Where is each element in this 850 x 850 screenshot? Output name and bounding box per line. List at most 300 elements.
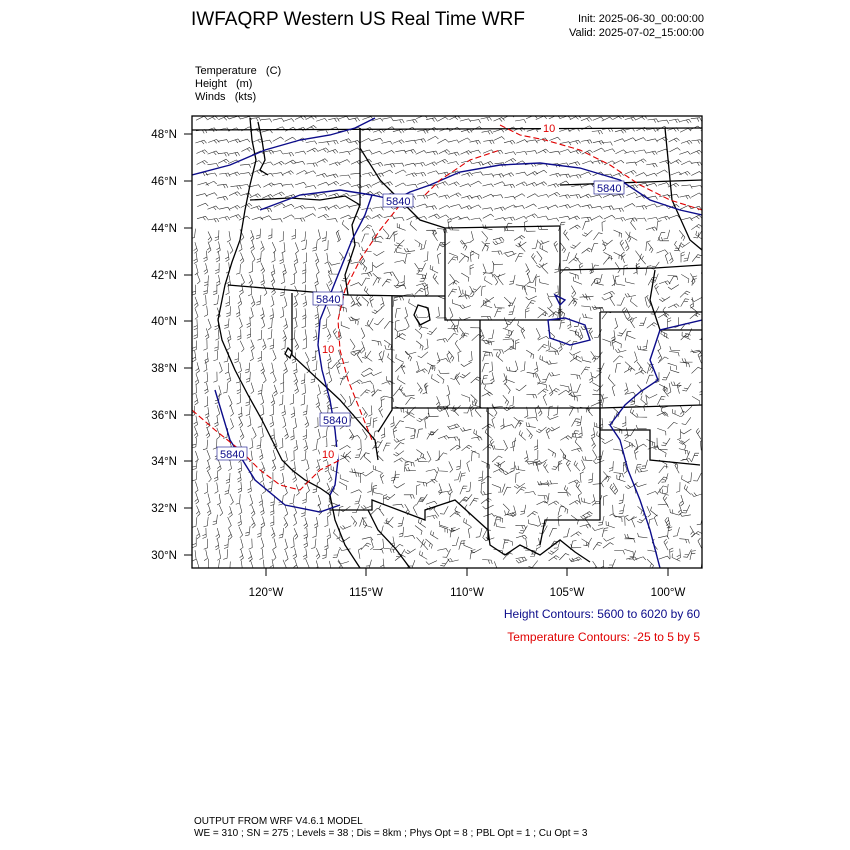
- wind-barb: [427, 451, 431, 462]
- wind-barb: [239, 139, 250, 142]
- wind-barb: [395, 183, 406, 187]
- wind-barb: [542, 264, 548, 274]
- wind-barb: [301, 231, 306, 241]
- wind-barb: [703, 284, 710, 293]
- wind-barb: [506, 376, 514, 383]
- wind-barb: [304, 440, 308, 451]
- wind-barb: [613, 340, 621, 348]
- wind-barb: [237, 471, 241, 482]
- wind-barb: [251, 206, 262, 210]
- wind-barb: [197, 273, 200, 284]
- height-contour-line: [610, 320, 702, 568]
- wind-barb: [371, 372, 382, 376]
- wind-barb: [449, 461, 453, 472]
- wind-barb: [507, 367, 517, 372]
- wind-barb: [578, 427, 582, 438]
- wind-barb: [624, 383, 628, 394]
- wind-barb: [372, 138, 383, 141]
- wind-barb: [425, 418, 429, 429]
- wind-barb: [251, 505, 255, 516]
- wind-barb: [393, 475, 400, 484]
- wind-barb: [647, 491, 658, 494]
- wind-barb: [575, 438, 581, 448]
- wind-barb: [203, 440, 208, 450]
- wind-barb: [256, 229, 261, 239]
- wind-barb: [692, 255, 702, 262]
- wind-barb: [458, 351, 462, 362]
- wind-barb: [559, 195, 570, 199]
- wind-barb: [294, 161, 305, 164]
- wind-barb: [263, 285, 267, 296]
- wind-barb: [483, 301, 492, 308]
- wind-barb: [569, 408, 577, 416]
- wind-barb: [623, 307, 627, 318]
- wind-barb: [608, 559, 615, 567]
- wind-barb: [495, 309, 502, 317]
- wind-barb: [591, 206, 602, 209]
- wind-barb: [669, 276, 678, 284]
- wind-barb: [602, 476, 612, 483]
- wind-barb: [576, 482, 582, 493]
- wind-barb: [450, 193, 461, 197]
- wind-barb: [273, 372, 277, 383]
- wind-barb: [400, 275, 404, 285]
- wind-barb: [703, 395, 710, 404]
- wind-barb: [548, 449, 556, 458]
- wind-barb: [536, 182, 547, 186]
- wind-barb: [571, 448, 582, 452]
- wind-barb: [537, 460, 541, 471]
- wind-barb: [583, 221, 590, 230]
- wind-barb: [302, 493, 306, 503]
- wind-barb: [258, 384, 263, 394]
- id-nv-border: [348, 295, 445, 296]
- wind-barb: [355, 495, 361, 504]
- wind-barb: [478, 471, 483, 481]
- wind-barb: [426, 206, 437, 210]
- wind-barb: [560, 436, 571, 441]
- wind-barb: [373, 263, 384, 268]
- wind-barb: [291, 407, 295, 418]
- wind-barb: [471, 395, 478, 405]
- wind-barb: [238, 482, 242, 493]
- wind-barb: [470, 328, 480, 332]
- wind-barb: [613, 160, 624, 164]
- wind-barb: [380, 297, 384, 308]
- wind-barb: [318, 207, 329, 211]
- wind-barb: [339, 482, 347, 490]
- wind-barb: [658, 357, 668, 363]
- wind-barb: [681, 252, 685, 263]
- wind-barb: [505, 383, 511, 394]
- wind-barb: [404, 413, 415, 418]
- wind-barb: [260, 308, 264, 319]
- wind-barb: [194, 242, 198, 253]
- wind-barb: [702, 162, 713, 166]
- wind-barb: [348, 396, 351, 407]
- wind-barb: [218, 153, 229, 157]
- wind-barb: [702, 419, 709, 427]
- wind-barb: [482, 131, 493, 135]
- wind-barb: [208, 164, 219, 168]
- wind-barb: [362, 368, 373, 373]
- wind-barb: [196, 194, 207, 197]
- wind-barb: [679, 171, 690, 175]
- wind-barb: [283, 119, 294, 122]
- wind-barb: [327, 174, 338, 178]
- wind-barb: [593, 148, 604, 152]
- wind-barb: [285, 505, 288, 516]
- boundaries: [192, 118, 702, 568]
- wind-barb: [312, 241, 317, 251]
- wind-barb: [197, 183, 208, 186]
- wind-barb: [604, 215, 615, 219]
- wind-barb: [450, 373, 460, 380]
- wind-barb: [304, 528, 308, 539]
- wind-barb: [240, 549, 244, 560]
- wind-barb: [592, 131, 603, 135]
- wind-barb: [482, 392, 493, 396]
- wind-barb: [394, 483, 405, 488]
- wind-barb: [483, 352, 490, 361]
- wind-barb: [526, 151, 537, 154]
- wind-barb: [328, 561, 331, 572]
- wind-barb: [495, 218, 506, 221]
- lat-label: 44°N: [151, 223, 177, 235]
- wind-barb: [538, 389, 549, 395]
- wind-barb: [405, 140, 416, 144]
- wind-barb: [406, 318, 410, 329]
- wind-barb: [361, 505, 372, 509]
- wind-barb: [350, 339, 355, 350]
- wind-barb: [503, 395, 509, 405]
- wind-barb: [340, 182, 351, 186]
- field-height: Height (m): [195, 78, 253, 90]
- wind-barb: [615, 318, 618, 329]
- wind-barb: [196, 528, 200, 539]
- wind-barb: [437, 159, 448, 163]
- wind-barb: [624, 428, 628, 439]
- wind-barb: [386, 518, 393, 527]
- wind-barb: [669, 148, 680, 152]
- temperature-label: 10: [322, 344, 335, 356]
- wind-barb: [505, 253, 516, 256]
- wind-barb: [363, 471, 374, 476]
- wind-barb: [327, 506, 331, 517]
- wind-barb: [602, 339, 611, 346]
- wind-barb: [593, 460, 604, 463]
- height-contours: [192, 118, 702, 568]
- wind-barb: [425, 285, 429, 296]
- wind-barb: [284, 517, 288, 528]
- wind-barb: [668, 383, 671, 394]
- wind-barb: [420, 240, 426, 249]
- wind-barb: [450, 528, 456, 538]
- wind-barb: [428, 413, 439, 417]
- wind-barb: [591, 195, 602, 198]
- wa-or-border: [250, 196, 360, 205]
- wind-barb: [240, 429, 244, 440]
- wind-barb: [603, 206, 614, 210]
- wind-barb: [351, 350, 362, 353]
- wind-barb: [240, 164, 251, 168]
- wind-barb: [294, 218, 305, 222]
- wind-barb: [504, 140, 515, 144]
- wind-barb: [437, 117, 448, 121]
- wind-barb: [625, 117, 636, 121]
- wind-barb: [681, 185, 692, 189]
- wind-barb: [602, 398, 608, 408]
- wind-barb: [636, 206, 647, 210]
- wind-barb: [273, 161, 284, 165]
- wind-barb: [301, 285, 305, 295]
- wind-barb: [328, 181, 339, 185]
- wind-barb: [614, 230, 622, 238]
- wind-barb: [362, 517, 367, 528]
- wind-barb: [382, 381, 393, 385]
- wind-barb: [339, 160, 350, 164]
- wind-barb: [548, 184, 559, 188]
- wind-barb: [516, 172, 527, 175]
- wind-barb: [305, 185, 316, 188]
- wind-barb: [270, 416, 274, 427]
- wind-barb: [571, 544, 582, 548]
- wind-barb: [503, 328, 512, 335]
- wind-barb: [594, 422, 603, 429]
- wind-barb: [195, 482, 198, 493]
- wind-barb: [322, 427, 327, 437]
- wind-barb: [498, 484, 505, 493]
- wind-barb: [670, 366, 679, 373]
- wind-barb: [482, 424, 493, 429]
- wind-barb: [230, 215, 241, 219]
- wind-barb: [261, 363, 265, 374]
- wind-barb: [410, 221, 417, 231]
- wind-barb: [461, 196, 472, 200]
- wind-barb: [427, 151, 438, 155]
- wind-barb: [385, 345, 395, 350]
- wind-barb: [538, 312, 548, 318]
- wind-barb: [582, 460, 586, 471]
- wind-barb: [250, 240, 254, 251]
- wind-barb: [691, 224, 702, 229]
- wind-barb: [504, 318, 508, 329]
- wind-barb: [208, 151, 219, 155]
- wind-barb: [620, 240, 624, 251]
- lat-label: 46°N: [151, 176, 177, 188]
- wind-barb: [203, 340, 207, 351]
- wind-barb: [527, 300, 536, 308]
- wind-barb: [395, 334, 406, 339]
- wind-barb: [372, 215, 383, 219]
- wind-barb: [672, 554, 680, 562]
- wind-barb: [368, 406, 372, 417]
- wind-barb: [481, 301, 491, 308]
- wind-barb: [241, 274, 245, 285]
- wind-barb: [583, 538, 592, 546]
- wind-barb: [365, 352, 372, 361]
- wind-barb: [361, 373, 372, 377]
- wind-barb: [516, 216, 527, 219]
- wind-barb: [691, 193, 702, 197]
- lake-tahoe: [285, 348, 292, 358]
- wind-barb: [355, 449, 362, 458]
- wind-barb: [415, 329, 422, 339]
- wind-barb: [394, 443, 404, 450]
- wind-barb: [547, 416, 558, 419]
- wind-barb: [680, 128, 691, 132]
- wind-barb: [207, 494, 210, 505]
- wind-barb: [677, 549, 681, 560]
- wind-barb: [372, 163, 383, 167]
- wind-barb: [324, 240, 328, 250]
- wind-barb: [549, 151, 560, 154]
- wind-barb: [509, 306, 515, 315]
- wind-barb: [581, 217, 592, 221]
- wind-barb: [234, 352, 238, 362]
- wind-barb: [659, 281, 670, 285]
- wind-barb: [250, 495, 253, 506]
- wind-barb: [257, 527, 261, 537]
- wind-barb: [417, 130, 428, 134]
- height-label: 5840: [386, 196, 411, 208]
- wind-barb: [192, 517, 197, 527]
- wind-barb: [470, 265, 474, 275]
- wind-barb: [581, 118, 592, 122]
- wind-barb: [410, 429, 415, 439]
- wind-barb: [703, 537, 706, 548]
- wind-barb: [240, 173, 251, 177]
- wind-barb: [417, 458, 428, 462]
- wind-barb: [570, 225, 581, 230]
- wind-barb: [239, 527, 243, 538]
- wind-barb: [460, 486, 467, 494]
- wind-barb: [552, 462, 561, 470]
- wind-barb: [192, 351, 196, 362]
- wind-barb: [204, 396, 208, 407]
- wind-barb: [207, 242, 211, 253]
- wind-barb: [339, 537, 350, 542]
- wind-barb: [516, 151, 527, 154]
- wind-barb: [213, 439, 217, 449]
- wind-barb: [333, 329, 337, 340]
- wind-barb: [448, 152, 459, 156]
- field-temperature: Temperature (C): [195, 65, 282, 77]
- wind-barb: [702, 258, 713, 263]
- wind-barb: [208, 139, 219, 143]
- wind-barb: [433, 230, 438, 241]
- wind-barb: [682, 384, 691, 392]
- wind-barb: [302, 264, 306, 275]
- wind-barb: [460, 119, 471, 122]
- wind-barb: [196, 362, 200, 373]
- wind-barb: [470, 120, 481, 124]
- wind-barb: [226, 562, 230, 572]
- wind-barb: [301, 451, 306, 461]
- wind-barb: [270, 405, 274, 415]
- wind-barb: [312, 527, 316, 537]
- wind-barb: [246, 405, 250, 415]
- wind-barb: [625, 138, 636, 142]
- wind-barb: [625, 515, 629, 526]
- wind-barb: [494, 517, 500, 526]
- wind-barb: [625, 278, 634, 284]
- wind-barb: [231, 186, 242, 190]
- wind-barb: [257, 252, 262, 262]
- wind-barb: [668, 183, 679, 187]
- wind-barb: [193, 384, 197, 395]
- wind-barb: [271, 527, 275, 538]
- wind-barb: [569, 162, 580, 166]
- wind-barb: [415, 526, 422, 535]
- wind-barb: [338, 560, 342, 571]
- wind-barb: [302, 318, 306, 328]
- wind-barb: [195, 308, 198, 319]
- wind-barb: [215, 539, 219, 550]
- wind-barb: [526, 308, 530, 318]
- wind-barb: [417, 537, 423, 547]
- wind-barb: [681, 429, 692, 434]
- wind-barb: [324, 516, 328, 527]
- wind-barb: [393, 427, 397, 438]
- wind-barb: [279, 395, 283, 405]
- wind-barb: [439, 205, 450, 209]
- wind-barb: [548, 549, 558, 555]
- wind-barb: [283, 171, 294, 175]
- wind-barb: [213, 372, 217, 383]
- wind-barb: [613, 208, 624, 212]
- wind-barb: [219, 362, 222, 373]
- height-contour-legend: Height Contours: 5600 to 6020 by 60: [503, 607, 700, 621]
- wind-barb: [526, 350, 534, 359]
- latitude-labels: [151, 129, 177, 562]
- wind-barb: [208, 471, 212, 482]
- wind-barb: [461, 161, 472, 164]
- wind-barb: [703, 307, 710, 316]
- wind-barb: [406, 173, 417, 177]
- wind-barb: [679, 152, 690, 155]
- wind-barb: [340, 377, 347, 386]
- wind-barb: [260, 504, 264, 515]
- wind-barb: [339, 151, 350, 154]
- wind-barb: [547, 308, 554, 318]
- wind-barb: [250, 230, 254, 241]
- wind-barb: [657, 412, 668, 416]
- wind-barb: [225, 363, 229, 374]
- wind-barb: [329, 372, 332, 383]
- wind-barb: [493, 238, 504, 242]
- wind-barb: [250, 350, 253, 361]
- wind-barb: [536, 170, 547, 174]
- wind-barb: [532, 253, 537, 264]
- wind-barb: [591, 351, 596, 362]
- wind-barb: [669, 252, 673, 263]
- wind-barb: [328, 471, 332, 482]
- wind-barb: [273, 137, 284, 141]
- wind-barb: [373, 489, 383, 495]
- wind-barb: [606, 521, 615, 528]
- wind-barb: [675, 241, 681, 252]
- wind-barb: [281, 473, 284, 484]
- wind-barb: [515, 466, 525, 471]
- wind-barb: [262, 317, 265, 328]
- wind-barb: [397, 223, 405, 230]
- wind-barb: [592, 160, 603, 164]
- wind-barb: [550, 173, 561, 177]
- wind-barb: [625, 534, 635, 539]
- wind-barb: [379, 351, 383, 362]
- wind-barb: [305, 214, 316, 218]
